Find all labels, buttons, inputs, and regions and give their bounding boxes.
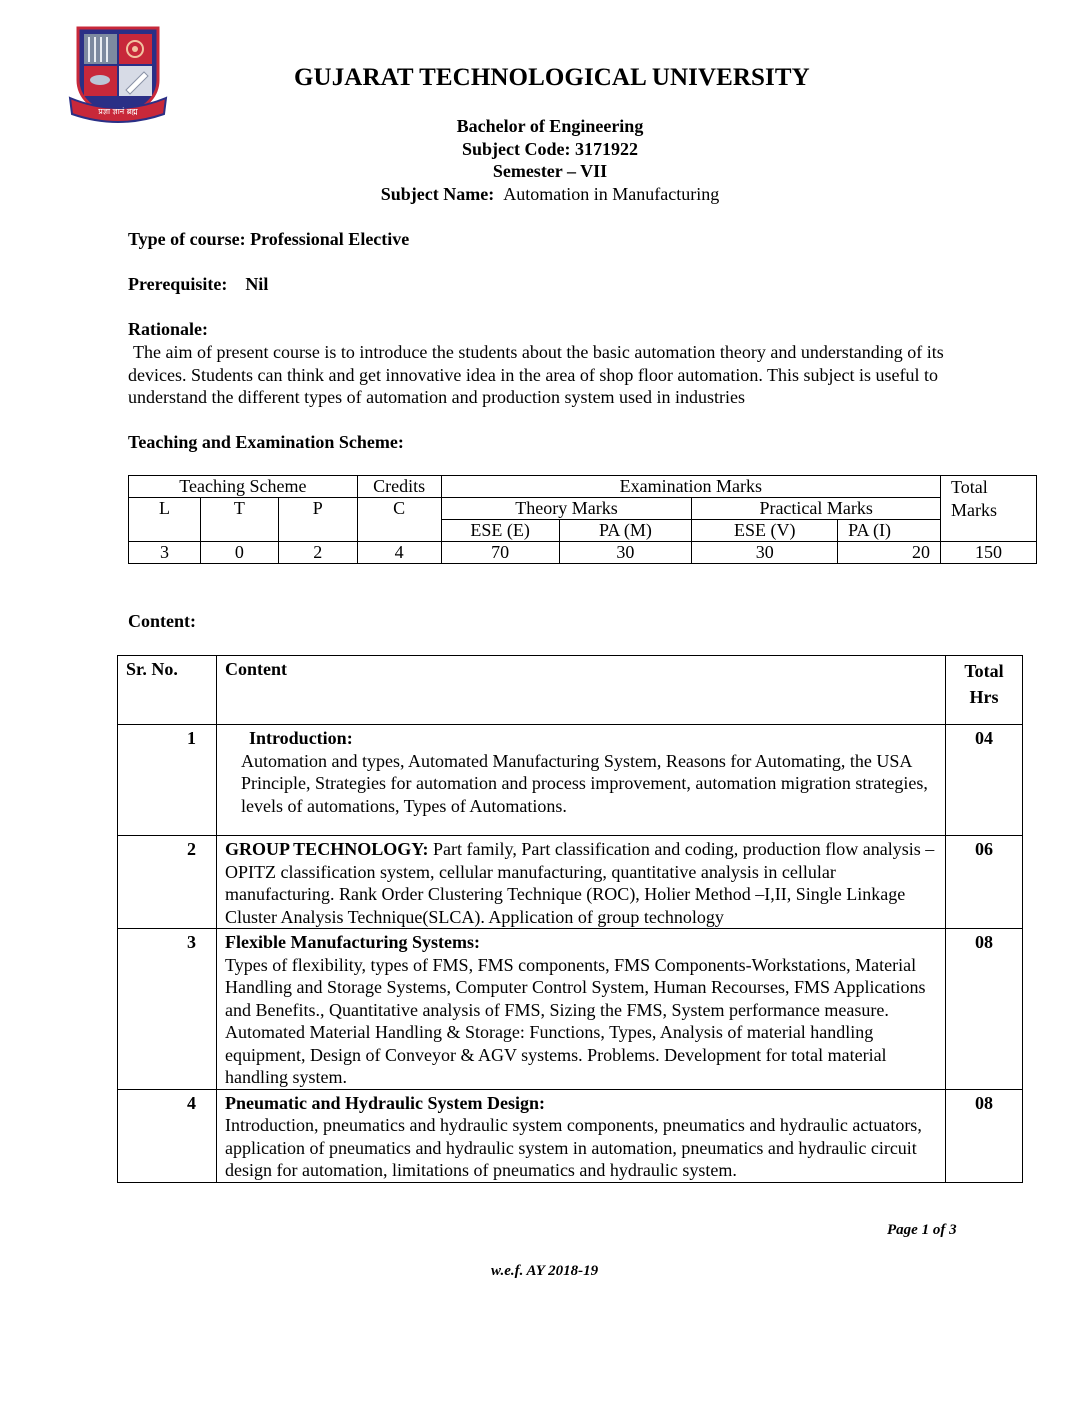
svg-text:प्रज्ञा ज्ञानं ब्रह्म: प्रज्ञा ज्ञानं ब्रह्म: [98, 107, 138, 116]
header-l: L: [129, 498, 201, 542]
row-sr: 1: [118, 725, 217, 836]
teaching-exam-scheme-table: [128, 475, 1037, 564]
subject-name-line: [300, 184, 800, 205]
row-title: Pneumatic and Hydraulic System Design:: [225, 1092, 546, 1113]
header-p: P: [278, 498, 357, 542]
scheme-heading: Teaching and Examination Scheme:: [128, 432, 404, 452]
row-hrs: 08: [946, 929, 1023, 1090]
row-hrs: 08: [946, 1089, 1023, 1182]
row-title: GROUP TECHNOLOGY:: [225, 839, 429, 859]
header-theory-marks: Theory Marks: [441, 498, 692, 520]
row-sr: 2: [118, 836, 217, 929]
row-sr: 4: [118, 1089, 217, 1182]
header-ese-e: ESE (E): [441, 520, 559, 542]
row-content: [217, 725, 946, 836]
prerequisite-label: Prerequisite:: [128, 274, 228, 294]
rationale-label: Rationale:: [128, 319, 208, 339]
content-table: [117, 655, 1023, 1183]
value-ese-v: 30: [692, 542, 838, 564]
row-hrs: 06: [946, 836, 1023, 929]
header-practical-marks: Practical Marks: [692, 498, 941, 520]
table-row: [118, 725, 1023, 836]
value-l: 3: [129, 542, 201, 564]
subject-name-label: Subject Name:: [380, 184, 495, 204]
row-title: Flexible Manufacturing Systems:: [225, 932, 480, 952]
row-title: Introduction:: [249, 728, 353, 748]
value-pa-m: 30: [559, 542, 692, 564]
header-exam-marks: Examination Marks: [441, 476, 940, 498]
wef-note: w.e.f. AY 2018-19: [491, 1263, 599, 1279]
row-text: Introduction, pneumatics and hydraulic system components, pneumatics and hydraulic actuators, application of pneumatics and hydraulic system in automation, pneumatics and hydraulic circuit design for automation, limitations of pneumatics and hydraulic system.: [225, 1115, 922, 1180]
row-text: Part family, Part classification and coding, production flow analysis – OPITZ classification system, cellular manufacturing, quantitative analysis in cellular manufacturing. Rank Order Clustering Technique (ROC), Holier Method –I,II, Single Linkage Cluster Analysis Technique(SLCA). Application of group technology: [225, 839, 935, 927]
header-pa-i: PA (I): [838, 520, 941, 542]
subject-name-value: Automation in Manufacturing: [503, 184, 720, 204]
semester: Semester – VII: [492, 161, 608, 181]
page-number: Page 1 of 3: [887, 1222, 957, 1238]
value-pa-i: 20: [838, 542, 941, 564]
table-row: [129, 542, 1037, 564]
value-c: 4: [357, 542, 441, 564]
col-total-hrs: Total Hrs: [946, 656, 1023, 725]
row-text: Types of flexibility, types of FMS, FMS components, FMS Components-Workstations, Material Handling and Storage Systems, Computer Control System, Human Recourses, FMS Applications and Benefits., Quantitative analysis of FMS, Sizing the FMS, System performance measure. Automated Material Handling & Storage: Functions, Types, Analysis of material handling equipment, Design of Conveyor & AGV systems. Problems. Development for total material handling system.: [225, 954, 926, 1087]
header-ese-v: ESE (V): [692, 520, 838, 542]
row-content: [217, 1089, 946, 1182]
header-total-marks: Total Marks: [941, 476, 1037, 542]
prerequisite-value: Nil: [245, 274, 269, 294]
header-c: C: [357, 498, 441, 542]
table-row: [118, 836, 1023, 929]
header-credits: Credits: [357, 476, 441, 498]
header-t: T: [200, 498, 278, 542]
value-ese-e: 70: [441, 542, 559, 564]
content-heading: Content:: [128, 611, 196, 631]
degree-title: Bachelor of Engineering: [456, 116, 644, 136]
row-content: [217, 836, 946, 929]
value-t: 0: [200, 542, 278, 564]
rationale-text: The aim of present course is to introduce the students about the basic automation theory and understanding of its devices. Students can think and get innovative idea in the area of shop floor automation. This subject is useful to understand the different types of automation and production system used in industries: [128, 342, 944, 407]
header-teaching-scheme: Teaching Scheme: [129, 476, 358, 498]
row-content: [217, 929, 946, 1090]
prerequisite-line: [128, 274, 268, 295]
row-text: Automation and types, Automated Manufacturing System, Reasons for Automating, the USA Principle, Strategies for automation and process improvement, automation migration strategies, levels of automations, Types of Automations.: [241, 750, 928, 816]
header-pa-m: PA (M): [559, 520, 692, 542]
value-total: 150: [941, 542, 1037, 564]
col-content: Content: [217, 656, 946, 725]
table-row: [118, 929, 1023, 1090]
university-title: GUJARAT TECHNOLOGICAL UNIVERSITY: [294, 64, 810, 91]
subject-code: Subject Code: 3171922: [462, 139, 638, 159]
gtu-crest-icon: [64, 22, 172, 124]
row-hrs: 04: [946, 725, 1023, 836]
course-type: Type of course: Professional Elective: [128, 229, 410, 249]
row-sr: 3: [118, 929, 217, 1090]
value-p: 2: [278, 542, 357, 564]
col-sr-no: Sr. No.: [118, 656, 217, 725]
university-logo: [64, 22, 172, 124]
table-row: [118, 1089, 1023, 1182]
